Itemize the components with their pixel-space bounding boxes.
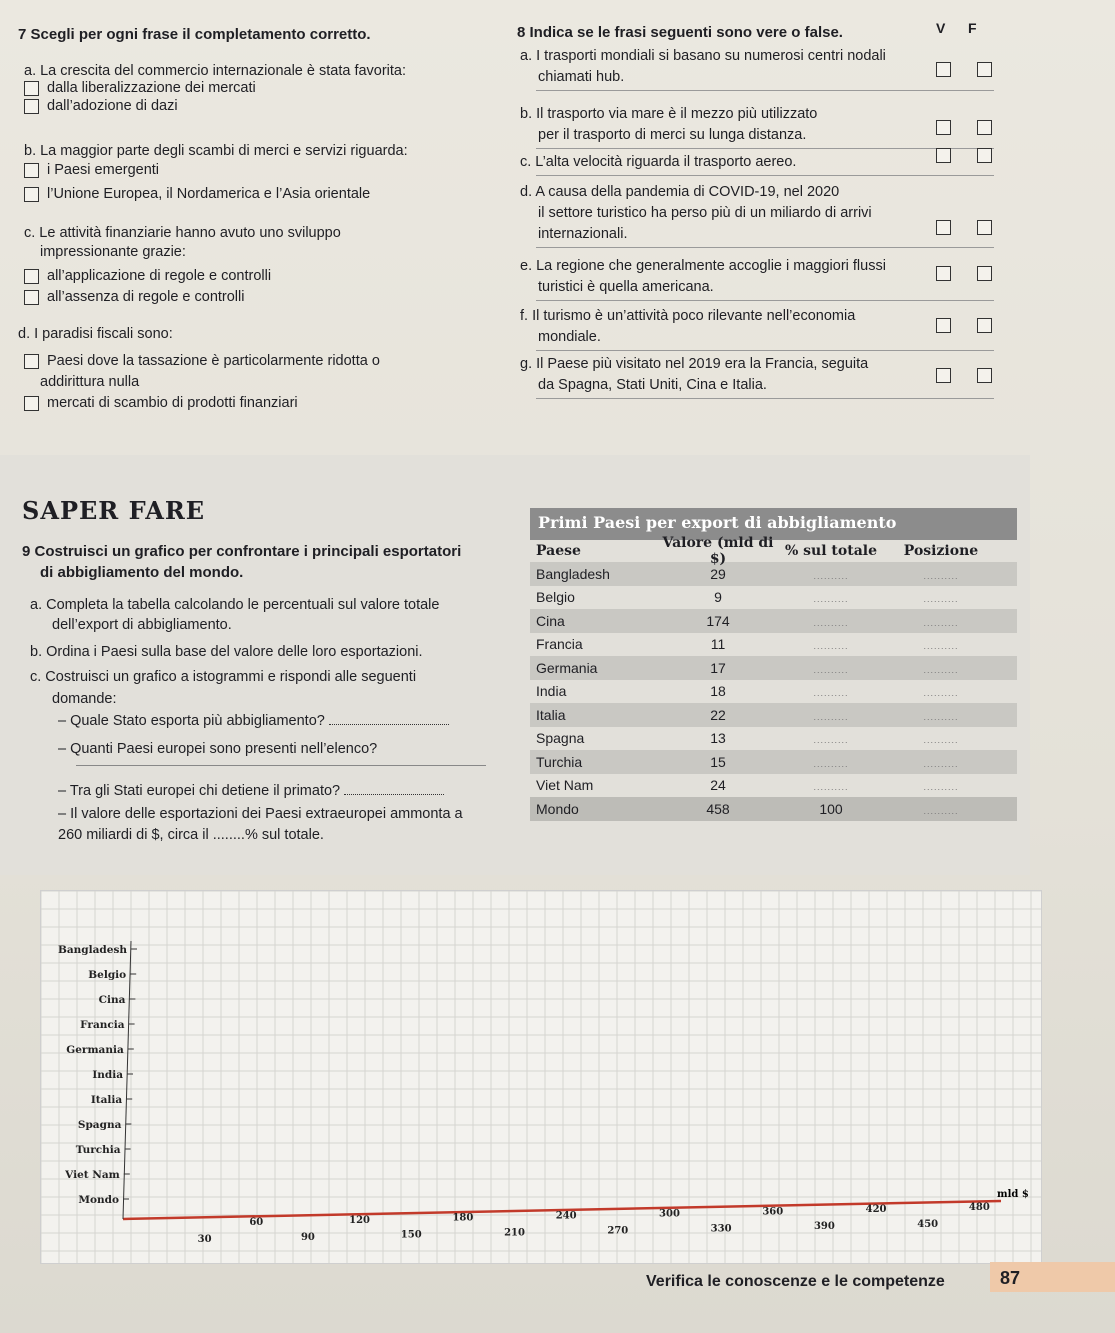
true-checkbox[interactable] bbox=[936, 120, 951, 135]
true-checkbox[interactable] bbox=[936, 220, 951, 235]
tf-statement-text: chiamati hub. bbox=[538, 69, 625, 85]
country-cell: Italia bbox=[536, 706, 566, 723]
tf-underline bbox=[536, 300, 994, 301]
blank-answer-cell[interactable]: .......... bbox=[813, 570, 849, 581]
value-cell: 458 bbox=[706, 800, 730, 817]
tf-statement-text: d. A causa della pandemia di COVID-19, nel 2020 bbox=[520, 184, 840, 200]
false-column-header: F bbox=[968, 20, 977, 36]
x-tick-label: 390 bbox=[813, 1221, 835, 1233]
tf-underline bbox=[536, 247, 994, 248]
checkbox[interactable] bbox=[24, 290, 39, 305]
country-cell: Bangladesh bbox=[536, 565, 610, 582]
x-tick-label: 150 bbox=[400, 1229, 422, 1241]
q7-c-option-1[interactable]: all’applicazione di regole e controlli bbox=[24, 268, 271, 284]
question-non-european-share: – Il valore delle esportazioni dei Paesi extraeuropei ammonta a bbox=[58, 806, 463, 822]
header-value: Valore (mld di $) bbox=[662, 535, 774, 567]
value-cell: 29 bbox=[710, 565, 726, 582]
q9-c-text: c. Costruisci un grafico a istogrammi e rispondi alle seguenti bbox=[30, 669, 417, 685]
blank-answer-cell[interactable]: .......... bbox=[923, 641, 959, 652]
true-checkbox[interactable] bbox=[936, 148, 951, 163]
header-position: Posizione bbox=[903, 543, 979, 559]
blank-answer-cell[interactable]: .......... bbox=[813, 641, 849, 652]
bar-chart bbox=[41, 891, 1041, 1263]
blank-answer-cell[interactable]: .......... bbox=[923, 758, 959, 769]
category-label: Germania bbox=[66, 1044, 124, 1056]
tf-checkboxes bbox=[936, 62, 992, 77]
country-cell: Viet Nam bbox=[536, 777, 594, 794]
checkbox[interactable] bbox=[24, 354, 39, 369]
x-tick-label: 330 bbox=[710, 1223, 732, 1235]
blank-answer-cell[interactable]: .......... bbox=[813, 688, 849, 699]
page-number: 87 bbox=[1000, 1268, 1021, 1288]
tf-statement-text: g. Il Paese più visitato nel 2019 era la Francia, seguita bbox=[520, 356, 869, 372]
country-cell: Belgio bbox=[536, 589, 575, 606]
x-tick-label: 420 bbox=[865, 1204, 887, 1216]
table-header-row bbox=[530, 535, 1017, 567]
q7-a-stem: a. La crescita del commercio internazionale è stata favorita: bbox=[24, 63, 407, 79]
y-axis bbox=[123, 941, 131, 1219]
blank-answer-cell[interactable]: .......... bbox=[813, 711, 849, 722]
blank-answer-cell[interactable]: .......... bbox=[923, 664, 959, 675]
question-european-count: – Quanti Paesi europei sono presenti nell’elenco? bbox=[58, 741, 378, 757]
tf-underline bbox=[536, 398, 994, 399]
tf-statement-text: mondiale. bbox=[538, 329, 601, 345]
false-checkbox[interactable] bbox=[977, 220, 992, 235]
table-row bbox=[530, 727, 1017, 751]
false-checkbox[interactable] bbox=[977, 266, 992, 281]
blank-answer-cell[interactable]: .......... bbox=[813, 782, 849, 793]
category-label: Mondo bbox=[78, 1194, 119, 1206]
checkbox[interactable] bbox=[24, 187, 39, 202]
value-cell: 11 bbox=[710, 636, 726, 653]
tf-statement-text: c. L’alta velocità riguarda il trasporto aereo. bbox=[520, 154, 797, 170]
tf-underline bbox=[536, 90, 994, 91]
x-tick-label: 480 bbox=[968, 1202, 990, 1214]
blank-answer-cell[interactable]: .......... bbox=[813, 758, 849, 769]
x-tick-label: 240 bbox=[555, 1210, 577, 1222]
category-label: Italia bbox=[90, 1094, 123, 1106]
true-checkbox[interactable] bbox=[936, 368, 951, 383]
cell: 100 bbox=[819, 800, 843, 817]
blank-answer-cell[interactable]: .......... bbox=[923, 617, 959, 628]
tf-checkboxes bbox=[936, 148, 992, 163]
country-cell: Spagna bbox=[536, 730, 585, 747]
q7-a-option-1[interactable]: dalla liberalizzazione dei mercati bbox=[24, 80, 256, 96]
question-non-european-share-cont: 260 miliardi di $, circa il ........% sul totale. bbox=[58, 827, 324, 843]
country-cell: Mondo bbox=[536, 800, 579, 817]
category-label: Bangladesh bbox=[57, 944, 127, 956]
value-cell: 13 bbox=[710, 730, 726, 747]
category-label: Viet Nam bbox=[65, 1169, 120, 1181]
q7-a-option-2[interactable]: dall’adozione di dazi bbox=[24, 98, 178, 114]
tf-underline bbox=[536, 350, 994, 351]
footer-text: Verifica le conoscenze e le competenze bbox=[646, 1273, 945, 1290]
value-cell: 18 bbox=[710, 683, 726, 700]
category-label: Cina bbox=[98, 994, 126, 1006]
x-tick-label: 120 bbox=[349, 1214, 371, 1226]
table-row bbox=[530, 703, 1017, 727]
tf-statement-text: internazionali. bbox=[538, 226, 628, 242]
q9-b-text: b. Ordina i Paesi sulla base del valore delle loro esportazioni. bbox=[30, 644, 423, 660]
tf-statement-text: e. La regione che generalmente accoglie i maggiori flussi bbox=[520, 258, 886, 274]
table-row bbox=[530, 562, 1017, 586]
x-tick-label: 60 bbox=[249, 1216, 264, 1228]
tf-statement-text: turistici è quella americana. bbox=[538, 279, 714, 295]
checkbox[interactable] bbox=[24, 81, 39, 96]
q7-b-option-1[interactable]: i Paesi emergenti bbox=[24, 162, 159, 178]
checkbox[interactable] bbox=[24, 269, 39, 284]
blank-answer-cell[interactable]: .......... bbox=[813, 617, 849, 628]
table-row bbox=[530, 586, 1017, 610]
tf-checkboxes bbox=[936, 368, 992, 383]
answer-line[interactable] bbox=[329, 724, 449, 725]
true-checkbox[interactable] bbox=[936, 318, 951, 333]
table-row bbox=[530, 656, 1017, 680]
checkbox[interactable] bbox=[24, 396, 39, 411]
q7-c-option-2[interactable]: all’assenza di regole e controlli bbox=[24, 289, 244, 305]
exercise-9-title: 9 Costruisci un grafico per confrontare i principali esportatori bbox=[22, 543, 462, 560]
q9-a-text: a. Completa la tabella calcolando le percentuali sul valore totale bbox=[30, 597, 440, 613]
category-label: India bbox=[92, 1069, 123, 1081]
table-row bbox=[530, 680, 1017, 704]
x-tick-label: 30 bbox=[197, 1233, 212, 1245]
tf-underline bbox=[536, 148, 994, 149]
exercise-7-title: 7 Scegli per ogni frase il completamento corretto. bbox=[18, 26, 371, 43]
q7-d-option-1[interactable]: Paesi dove la tassazione è particolarmente ridotta o bbox=[24, 353, 380, 369]
blank-answer-cell[interactable]: .......... bbox=[813, 594, 849, 605]
value-cell: 17 bbox=[710, 659, 726, 676]
table-row bbox=[530, 633, 1017, 657]
q7-d-option-2[interactable]: mercati di scambio di prodotti finanziari bbox=[24, 395, 298, 411]
true-column-header: V bbox=[936, 20, 946, 36]
answer-line[interactable] bbox=[76, 765, 486, 766]
category-label: Francia bbox=[80, 1019, 125, 1031]
x-tick-label: 90 bbox=[300, 1231, 315, 1243]
q7-d-stem: d. I paradisi fiscali sono: bbox=[18, 326, 173, 342]
x-tick-label: 360 bbox=[762, 1206, 784, 1218]
tf-checkboxes bbox=[936, 220, 992, 235]
tf-underline bbox=[536, 175, 994, 176]
country-cell: Cina bbox=[536, 612, 565, 629]
header-country: Paese bbox=[536, 543, 581, 559]
question-largest-exporter: – Quale Stato esporta più abbigliamento? bbox=[58, 712, 449, 730]
blank-answer-cell[interactable]: .......... bbox=[813, 664, 849, 675]
tf-statement-text: per il trasporto di merci su lunga distanza. bbox=[538, 127, 807, 143]
value-cell: 174 bbox=[706, 612, 730, 629]
tf-statement-text: il settore turistico ha perso più di un miliardo di arrivi bbox=[538, 205, 872, 221]
true-checkbox[interactable] bbox=[936, 62, 951, 77]
x-tick-label: 300 bbox=[659, 1208, 680, 1220]
table-row bbox=[530, 774, 1017, 798]
blank-answer-cell[interactable]: .......... bbox=[923, 594, 959, 605]
tf-checkboxes bbox=[936, 318, 992, 333]
x-tick-label: 210 bbox=[504, 1227, 525, 1239]
tf-checkboxes bbox=[936, 120, 992, 135]
chart-grid-area bbox=[40, 890, 1042, 1264]
false-checkbox[interactable] bbox=[977, 62, 992, 77]
blank-answer-cell[interactable]: .......... bbox=[923, 688, 959, 699]
blank-answer-cell[interactable]: .......... bbox=[923, 711, 959, 722]
blank-answer-cell[interactable]: .......... bbox=[923, 735, 959, 746]
q7-c-stem-cont: impressionante grazie: bbox=[40, 244, 186, 260]
table-row bbox=[530, 750, 1017, 774]
table-title: Primi Paesi per export di abbigliamento bbox=[530, 508, 1017, 540]
checkbox[interactable] bbox=[24, 99, 39, 114]
blank-answer-cell[interactable]: .......... bbox=[813, 735, 849, 746]
country-cell: Germania bbox=[536, 659, 598, 676]
q7-b-stem: b. La maggior parte degli scambi di merci e servizi riguarda: bbox=[24, 143, 408, 159]
question-european-leader: – Tra gli Stati europei chi detiene il primato? bbox=[58, 782, 444, 800]
x-tick-label: 180 bbox=[452, 1212, 474, 1224]
false-checkbox[interactable] bbox=[977, 368, 992, 383]
q7-d-option-1-cont: addirittura nulla bbox=[40, 374, 140, 390]
checkbox[interactable] bbox=[24, 163, 39, 178]
value-cell: 9 bbox=[714, 589, 722, 606]
category-label: Spagna bbox=[77, 1119, 122, 1131]
country-cell: Turchia bbox=[536, 753, 583, 770]
false-checkbox[interactable] bbox=[977, 148, 992, 163]
answer-line[interactable] bbox=[344, 794, 444, 795]
value-cell: 15 bbox=[710, 753, 726, 770]
x-tick-label: 450 bbox=[917, 1219, 939, 1231]
q7-b-option-2[interactable]: l’Unione Europea, il Nordamerica e l’Asia orientale bbox=[24, 186, 370, 202]
q7-c-stem: c. Le attività finanziarie hanno avuto uno sviluppo bbox=[24, 225, 341, 241]
exercise-9-title-cont: di abbigliamento del mondo. bbox=[40, 564, 244, 581]
tf-checkboxes bbox=[936, 266, 992, 281]
category-label: Belgio bbox=[88, 969, 127, 981]
unit-label: mld $ bbox=[997, 1189, 1029, 1200]
blank-answer-cell: .......... bbox=[923, 805, 959, 816]
tf-statement-text: da Spagna, Stati Uniti, Cina e Italia. bbox=[538, 377, 767, 393]
tf-statement-text: f. Il turismo è un’attività poco rilevante nell’economia bbox=[520, 308, 856, 324]
exercise-8-title: 8 Indica se le frasi seguenti sono vere o false. bbox=[517, 24, 843, 41]
value-cell: 22 bbox=[710, 706, 726, 723]
value-cell: 24 bbox=[710, 777, 726, 794]
tf-statement-text: b. Il trasporto via mare è il mezzo più utilizzato bbox=[520, 106, 818, 122]
blank-answer-cell[interactable]: .......... bbox=[923, 782, 959, 793]
country-cell: India bbox=[536, 683, 567, 700]
q9-c-text-cont: domande: bbox=[52, 691, 117, 707]
header-percent: % sul totale bbox=[785, 543, 877, 559]
false-checkbox[interactable] bbox=[977, 318, 992, 333]
tf-statement-text: a. I trasporti mondiali si basano su numerosi centri nodali bbox=[520, 48, 886, 64]
true-checkbox[interactable] bbox=[936, 266, 951, 281]
table-total-row bbox=[530, 797, 1017, 821]
table-row bbox=[530, 609, 1017, 633]
blank-answer-cell[interactable]: .......... bbox=[923, 570, 959, 581]
export-table bbox=[530, 508, 1017, 821]
x-tick-label: 270 bbox=[607, 1225, 629, 1237]
section-heading: SAPER FARE bbox=[22, 496, 206, 525]
country-cell: Francia bbox=[536, 636, 583, 653]
category-label: Turchia bbox=[75, 1144, 121, 1156]
q9-a-text-cont: dell’export di abbigliamento. bbox=[52, 617, 232, 633]
false-checkbox[interactable] bbox=[977, 120, 992, 135]
